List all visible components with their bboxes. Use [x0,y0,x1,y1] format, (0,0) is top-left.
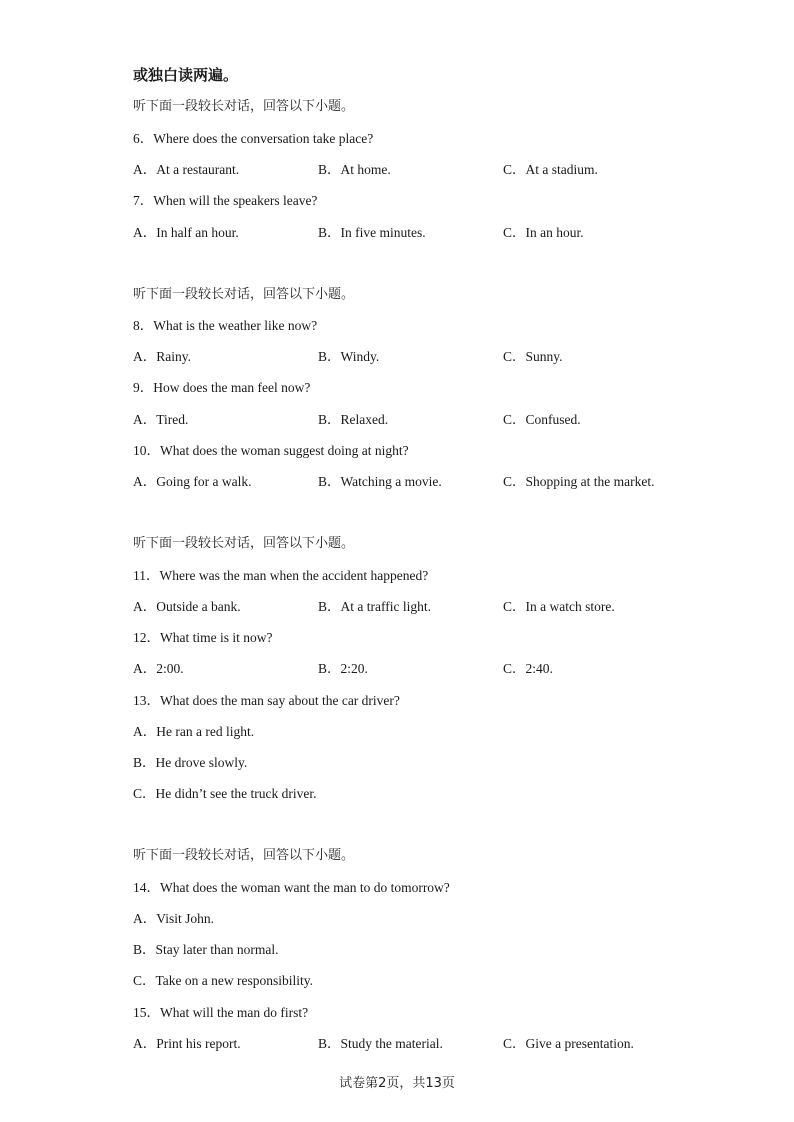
q14-option-a: A．Visit John. [133,911,214,926]
q7-option-a: A．In half an hour. [133,225,239,240]
q6-option-b: B．At home. [318,162,391,177]
q14-option-c: C．Take on a new responsibility. [133,973,314,988]
q9-option-c: C．Confused. [503,412,581,427]
q13-option-b: B．He drove slowly. [133,755,248,770]
q7-option-b: B．In five minutes. [318,225,426,240]
q15-option-a: A．Print his report. [133,1036,241,1051]
q13-option-c: C．He didn’t see the truck driver. [133,786,317,801]
instruction-1: 听下面一段较长对话，回答以下小题。 [133,99,355,114]
question-13: 13．What does the man say about the car driver? [133,693,400,708]
question-6: 6．Where does the conversation take place? [133,131,374,146]
q8-option-a: A．Rainy. [133,349,191,364]
instruction-4: 听下面一段较长对话，回答以下小题。 [133,848,355,863]
q7-option-c: C．In an hour. [503,225,584,240]
q8-option-c: C．Sunny. [503,349,563,364]
page-footer: 试卷第2页，共13页 [339,1076,455,1091]
q11-option-a: A．Outside a bank. [133,599,241,614]
question-12: 12．What time is it now? [133,630,273,645]
q10-option-a: A．Going for a walk. [133,474,252,489]
q11-option-c: C．In a watch store. [503,599,615,614]
q12-option-c: C．2:40. [503,661,553,676]
question-10: 10．What does the woman suggest doing at night? [133,443,409,458]
q6-option-c: C．At a stadium. [503,162,598,177]
q14-option-b: B．Stay later than normal. [133,942,279,957]
q15-option-c: C．Give a presentation. [503,1036,634,1051]
q9-option-a: A．Tired. [133,412,189,427]
section-heading: 或独白读两遍。 [133,66,239,84]
question-15: 15．What will the man do first? [133,1005,309,1020]
q10-option-c: C．Shopping at the market. [503,474,655,489]
question-14: 14．What does the woman want the man to do tomorrow? [133,880,450,895]
q12-option-b: B．2:20. [318,661,368,676]
question-9: 9．How does the man feel now? [133,380,311,395]
instruction-3: 听下面一段较长对话，回答以下小题。 [133,536,355,551]
question-11: 11．Where was the man when the accident happened? [133,568,429,583]
q8-option-b: B．Windy. [318,349,380,364]
q10-option-b: B．Watching a movie. [318,474,442,489]
q6-option-a: A．At a restaurant. [133,162,240,177]
question-8: 8．What is the weather like now? [133,318,318,333]
q15-option-b: B．Study the material. [318,1036,443,1051]
q13-option-a: A．He ran a red light. [133,724,255,739]
q11-option-b: B．At a traffic light. [318,599,431,614]
question-7: 7．When will the speakers leave? [133,193,318,208]
q12-option-a: A．2:00. [133,661,184,676]
instruction-2: 听下面一段较长对话，回答以下小题。 [133,287,355,302]
q9-option-b: B．Relaxed. [318,412,389,427]
